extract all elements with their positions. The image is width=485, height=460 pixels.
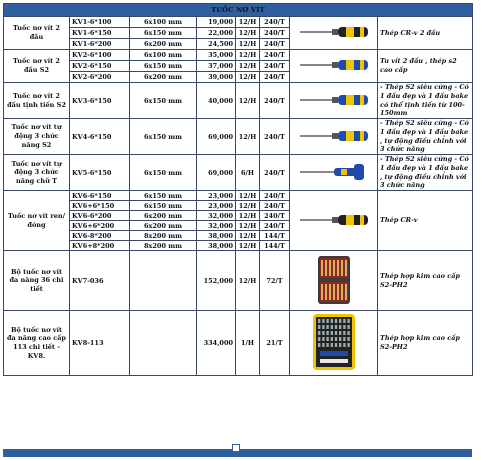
unit-price: 22,000 (197, 28, 236, 39)
product-code: KV2-6*150 (70, 61, 130, 72)
unit-price: 37,000 (197, 61, 236, 72)
unit-price: 69,000 (197, 155, 236, 191)
bit-set-113-icon (312, 313, 356, 371)
pack-quantity: 12/H (236, 17, 260, 28)
product-note: Thép CR-v 2 đầu (378, 17, 473, 50)
screwdriver-two-way-icon (296, 24, 372, 40)
product-name: Bộ tuốc nơ vít đa năng cao cấp 113 chi tiết - KV8. (4, 311, 70, 376)
carton-quantity: 240/T (260, 61, 290, 72)
table-row (4, 119, 473, 155)
product-name: Tuốc nơ vít 2 đầu (4, 17, 70, 50)
product-code: KV1-6*150 (70, 28, 130, 39)
unit-price: 35,000 (197, 50, 236, 61)
product-name: Bộ tuốc nơ vít đa năng 36 chi tiết (4, 251, 70, 311)
carton-quantity: 240/T (260, 39, 290, 50)
product-code: KV5-6*150 (70, 155, 130, 191)
pack-quantity: 12/H (236, 50, 260, 61)
unit-price: 23,000 (197, 201, 236, 211)
pack-quantity: 12/H (236, 28, 260, 39)
product-size: 6x200 mm (130, 211, 197, 221)
pack-quantity: 12/H (236, 211, 260, 221)
product-image (290, 83, 378, 119)
product-name: Tuốc nơ vít tự động 3 chức năng S2 (4, 119, 70, 155)
pack-quantity: 12/H (236, 119, 260, 155)
table-row (4, 83, 473, 119)
product-code: KV2-6*100 (70, 50, 130, 61)
product-size: 8x200 mm (130, 241, 197, 251)
product-image (290, 17, 378, 50)
product-note: Thép hợp kim cao cấp S2-PH2 (378, 311, 473, 376)
product-size: 6x200 mm (130, 72, 197, 83)
unit-price: 24,500 (197, 39, 236, 50)
carton-quantity: 240/T (260, 72, 290, 83)
unit-price: 32,000 (197, 211, 236, 221)
unit-price: 19,000 (197, 17, 236, 28)
product-code: KV6+6*150 (70, 201, 130, 211)
screwdriver-impact-icon (296, 212, 372, 228)
carton-quantity: 240/T (260, 119, 290, 155)
product-image (290, 251, 378, 311)
carton-quantity: 240/T (260, 211, 290, 221)
carton-quantity: 240/T (260, 221, 290, 231)
table-title: TUỐC NƠ VÍT (4, 4, 473, 17)
product-note: - Thép S2 siêu cứng - Có 1 đầu đẹp và 1 đầu bake , tự động điều chỉnh với 3 chức năng (378, 155, 473, 191)
product-size: 6x100 mm (130, 17, 197, 28)
product-code: KV6-6*150 (70, 191, 130, 201)
pack-quantity: 6/H (236, 155, 260, 191)
product-name: Tuốc nơ vít tự động 3 chức năng chữ T (4, 155, 70, 191)
unit-price: 39,000 (197, 72, 236, 83)
screwdriver-t-handle-icon (296, 164, 372, 180)
product-size (130, 311, 197, 376)
pack-quantity: 12/H (236, 201, 260, 211)
table-row (4, 251, 473, 311)
product-name: Tuốc nơ vít 2 đầu S2 (4, 50, 70, 83)
product-size: 6x150 mm (130, 201, 197, 211)
product-image (290, 119, 378, 155)
pack-quantity: 12/H (236, 61, 260, 72)
carton-quantity: 144/T (260, 231, 290, 241)
carton-quantity: 72/T (260, 251, 290, 311)
unit-price: 38,000 (197, 241, 236, 251)
unit-price: 69,000 (197, 119, 236, 155)
table-row (4, 311, 473, 376)
carton-quantity: 240/T (260, 191, 290, 201)
carton-quantity: 144/T (260, 241, 290, 251)
product-image (290, 155, 378, 191)
table-row (4, 191, 473, 201)
carton-quantity: 240/T (260, 50, 290, 61)
unit-price: 32,000 (197, 221, 236, 231)
unit-price: 38,000 (197, 231, 236, 241)
pack-quantity: 12/H (236, 221, 260, 231)
product-size: 6x150 mm (130, 155, 197, 191)
product-size: 6x200 mm (130, 39, 197, 50)
product-note: Tu vít 2 đầu , thép s2 cao cấp (378, 50, 473, 83)
product-size: 6x150 mm (130, 83, 197, 119)
product-name: Tuốc nơ vít 2 đầu tịnh tiến S2 (4, 83, 70, 119)
price-sheet (3, 3, 472, 449)
price-table (3, 3, 473, 376)
product-code: KV8-113 (70, 311, 130, 376)
product-code: KV2-6*200 (70, 72, 130, 83)
product-code: KV1-6*100 (70, 17, 130, 28)
product-size (130, 251, 197, 311)
product-code: KV6-6*200 (70, 211, 130, 221)
table-row (4, 17, 473, 28)
pack-quantity: 12/H (236, 83, 260, 119)
product-note: Thép CR-v (378, 191, 473, 251)
pack-quantity: 1/H (236, 311, 260, 376)
product-code: KV6-8*200 (70, 231, 130, 241)
pack-quantity: 12/H (236, 251, 260, 311)
product-note: - Thép S2 siêu cứng - Có 1 đầu đẹp và 1 đầu bake có thể tịnh tiến từ 100-150mm (378, 83, 473, 119)
product-size: 6x100 mm (130, 50, 197, 61)
carton-quantity: 240/T (260, 201, 290, 211)
footer-marker (232, 444, 240, 452)
carton-quantity: 240/T (260, 155, 290, 191)
product-size: 6x150 mm (130, 61, 197, 72)
product-code: KV4-6*150 (70, 119, 130, 155)
screwdriver-auto-icon (296, 128, 372, 144)
product-size: 6x150 mm (130, 119, 197, 155)
unit-price: 152,000 (197, 251, 236, 311)
pack-quantity: 12/H (236, 241, 260, 251)
title-row (4, 4, 473, 17)
pack-quantity: 12/H (236, 191, 260, 201)
screwdriver-s2-icon (296, 57, 372, 73)
product-code: KV7-036 (70, 251, 130, 311)
table-row (4, 155, 473, 191)
unit-price: 23,000 (197, 191, 236, 201)
product-size: 6x150 mm (130, 191, 197, 201)
product-image (290, 50, 378, 83)
pack-quantity: 12/H (236, 72, 260, 83)
product-image (290, 191, 378, 251)
carton-quantity: 240/T (260, 28, 290, 39)
product-size: 6x150 mm (130, 28, 197, 39)
product-code: KV6+6*200 (70, 221, 130, 231)
carton-quantity: 240/T (260, 83, 290, 119)
screwdriver-sliding-icon (296, 92, 372, 108)
product-note: - Thép S2 siêu cứng - Có 1 đầu đẹp và 1 đầu bake , tự động điều chỉnh với 3 chức năng (378, 119, 473, 155)
bit-set-36-icon (317, 255, 351, 305)
pack-quantity: 12/H (236, 231, 260, 241)
table-row (4, 50, 473, 61)
carton-quantity: 240/T (260, 17, 290, 28)
carton-quantity: 21/T (260, 311, 290, 376)
unit-price: 40,000 (197, 83, 236, 119)
product-note: Thép hợp kim cao cấp S2-PH2 (378, 251, 473, 311)
pack-quantity: 12/H (236, 39, 260, 50)
product-size: 8x200 mm (130, 231, 197, 241)
unit-price: 334,000 (197, 311, 236, 376)
product-code: KV1-6*200 (70, 39, 130, 50)
product-code: KV3-6*150 (70, 83, 130, 119)
product-size: 6x200 mm (130, 221, 197, 231)
product-image (290, 311, 378, 376)
product-code: KV6+8*200 (70, 241, 130, 251)
product-name: Tuốc nơ vít ren/đóng (4, 191, 70, 251)
